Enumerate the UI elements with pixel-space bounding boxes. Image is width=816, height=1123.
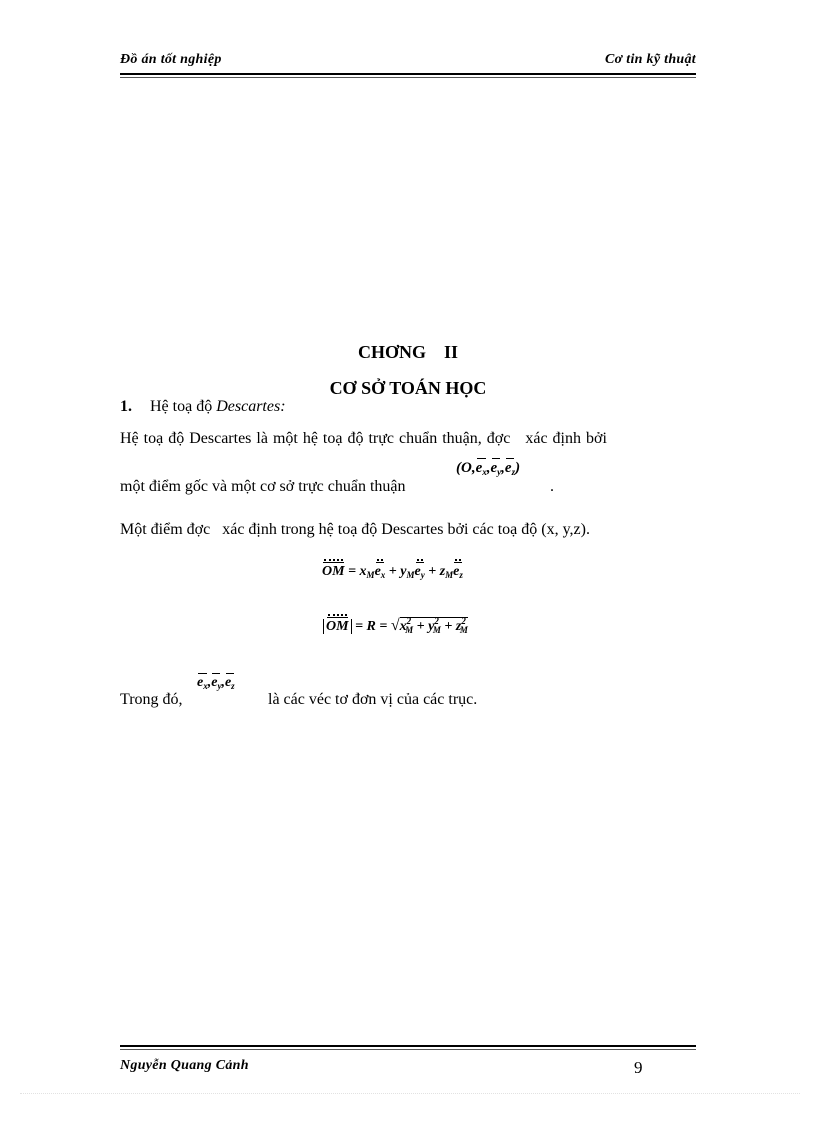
footer-author: Nguyễn Quang Cảnh bbox=[120, 1058, 249, 1073]
header-left: Đồ án tốt nghiệp bbox=[120, 52, 222, 67]
section-number: 1. bbox=[120, 398, 132, 415]
header-right: Cơ tin kỹ thuật bbox=[605, 52, 696, 67]
page-number: 9 bbox=[634, 1058, 643, 1077]
paragraph-1-line-2 bbox=[120, 478, 406, 496]
paragraph-1-end: . bbox=[550, 478, 554, 495]
basis-formula: $(O,e_x,e_y,e_z)$ bbox=[456, 460, 521, 477]
chapter-title: CƠ SỞ TOÁN HỌC bbox=[329, 378, 487, 398]
paragraph-2: Một điểm đợc xác định trong hệ toạ độ Descartes bởi các toạ độ (x, y,z). bbox=[120, 521, 590, 538]
section-text: Hệ toạ độ bbox=[150, 398, 217, 415]
chapter-label: CHƠNG II bbox=[357, 342, 458, 362]
equation-om-vector: OM = $x_Me_x + y_Me_y + z_Me_z$ bbox=[322, 564, 463, 580]
paragraph-1-line-2-text: một điểm gốc và một cơ sở trực chuẩn thuận bbox=[120, 478, 406, 495]
footer-rule bbox=[120, 1045, 696, 1047]
equation-om-magnitude: OM = $R = √x^2_M + y^2_M + z^2_M$ bbox=[323, 616, 468, 635]
section-heading bbox=[120, 398, 286, 416]
unit-vectors-formula: $e_x,e_y,e_z$ bbox=[197, 675, 235, 691]
page-bottom-dotted-line bbox=[20, 1093, 800, 1094]
section-italic: Descartes: bbox=[216, 398, 286, 415]
header-rule-secondary bbox=[120, 77, 696, 78]
footer-rule-secondary bbox=[120, 1049, 696, 1050]
paragraph-3-end: là các véc tơ đơn vị của các trục. bbox=[268, 691, 478, 708]
paragraph-3-start: Trong đó, bbox=[120, 691, 183, 708]
header-rule bbox=[120, 73, 696, 75]
paragraph-1-line-1: Hệ toạ độ Descartes là một hệ toạ độ trực chuẩn thuận, đợc xác định bởi bbox=[120, 430, 607, 447]
